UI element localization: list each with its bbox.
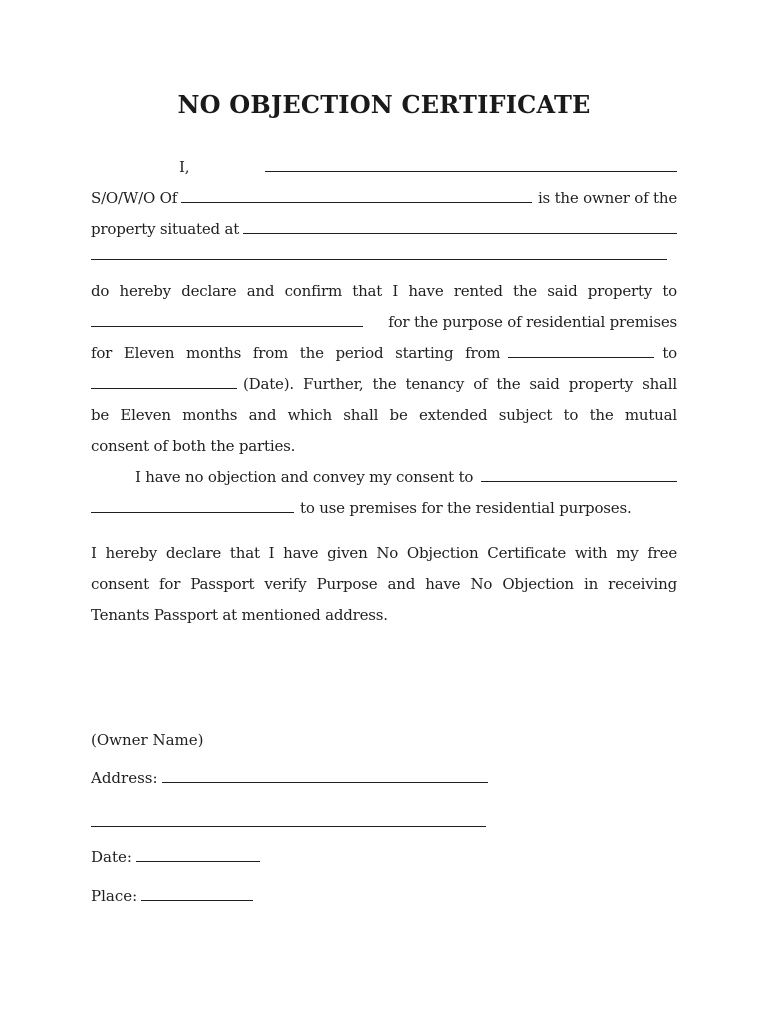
line-period (91, 338, 677, 369)
line-tenant (91, 307, 677, 338)
line-consent (91, 431, 677, 462)
address-blank (162, 768, 488, 783)
place-row (91, 886, 253, 906)
line-extension: be Eleven months and which shall be extended subject to the mutual (91, 406, 677, 424)
date-blank (136, 847, 260, 862)
line-no-objection (91, 462, 677, 493)
line-declare: do hereby declare and confirm that I have rented the said property to (91, 282, 677, 300)
name-blank (265, 157, 677, 172)
document-title: NO OBJECTION CERTIFICATE (177, 90, 591, 119)
start-date-blank (508, 343, 654, 358)
property-label: property situated at (91, 220, 240, 238)
line-property (91, 214, 677, 245)
owner-text: is the owner of the (537, 189, 677, 207)
property-blank-2 (91, 245, 667, 260)
line-property-continued (91, 245, 677, 276)
to-text: to (662, 344, 677, 362)
place-blank (141, 886, 253, 901)
relation-label: S/O/W/O Of (91, 189, 178, 207)
line-relation (91, 183, 677, 214)
property-blank (243, 219, 677, 234)
consent-text: consent of both the parties. (91, 437, 296, 455)
tenancy-text: (Date). Further, the tenancy of the said property shall (243, 375, 677, 393)
place-label: Place: (91, 887, 138, 905)
declaration-line-3-text: Tenants Passport at mentioned address. (91, 606, 388, 624)
address-row-2 (91, 812, 486, 832)
purpose-text: for the purpose of residential premises (388, 313, 677, 331)
use-premises-text: to use premises for the residential purposes. (300, 499, 632, 517)
declaration-line-2: consent for Passport verify Purpose and have No Objection in receiving (91, 575, 677, 593)
address-label: Address: (91, 769, 158, 787)
declaration-line-1: I hereby declare that I have given No Objection Certificate with my free (91, 544, 677, 562)
certificate-body (91, 152, 677, 524)
relation-blank (181, 188, 532, 203)
line-name (91, 152, 677, 183)
name-label: I, (179, 158, 190, 176)
consent-blank-2 (91, 498, 294, 513)
address-blank-2 (91, 812, 486, 827)
no-objection-text: I have no objection and convey my consent to (135, 468, 474, 486)
line-use-premises (91, 493, 677, 524)
end-date-blank (91, 374, 237, 389)
line-end-date (91, 369, 677, 400)
owner-name: (Owner Name) (91, 731, 204, 749)
address-row (91, 768, 488, 788)
period-text: for Eleven months from the period starting from (91, 344, 501, 362)
declaration-line-3 (91, 600, 677, 631)
consent-blank (481, 467, 677, 482)
date-row (91, 847, 260, 867)
declaration-paragraph (91, 538, 677, 631)
tenant-blank (91, 312, 363, 327)
date-label: Date: (91, 848, 132, 866)
